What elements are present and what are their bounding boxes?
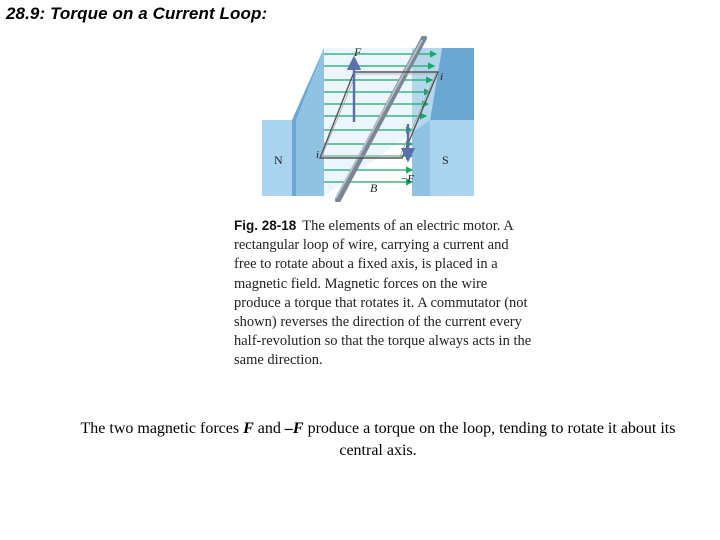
body-text-part1: The two magnetic forces (80, 420, 244, 437)
north-label: N (274, 153, 283, 167)
force-label: F (354, 45, 362, 59)
slide-title: 28.9: Torque on a Current Loop: (6, 4, 268, 23)
figure-label: Fig. 28-18 (234, 218, 297, 233)
body-text-neg-f: –F (284, 420, 304, 437)
current-label-bottom: i (316, 149, 320, 161)
field-label: B (370, 181, 378, 195)
body-text-part2: and (253, 420, 285, 437)
body-text (60, 418, 696, 462)
figure-caption (234, 216, 534, 371)
motor-figure (262, 36, 474, 202)
caption-text: The elements of an electric motor. A rectangular loop of wire, carrying a current and free to rotate about a fixed axis, is placed in a magnetic field. Magnetic forces on the wire produce a torque that rotates it. A commutator (not shown) reverses the direction of the current every half-revolution so that the torque always acts in the same direction. (234, 218, 532, 369)
body-text-part3: produce a torque on the loop, tending to rotate it about its central axis. (303, 420, 676, 459)
north-magnet (262, 48, 324, 196)
body-text-f: F (243, 420, 254, 437)
neg-force-label: −F (400, 173, 415, 185)
current-label-top: i (440, 71, 444, 83)
south-label: S (442, 153, 449, 167)
